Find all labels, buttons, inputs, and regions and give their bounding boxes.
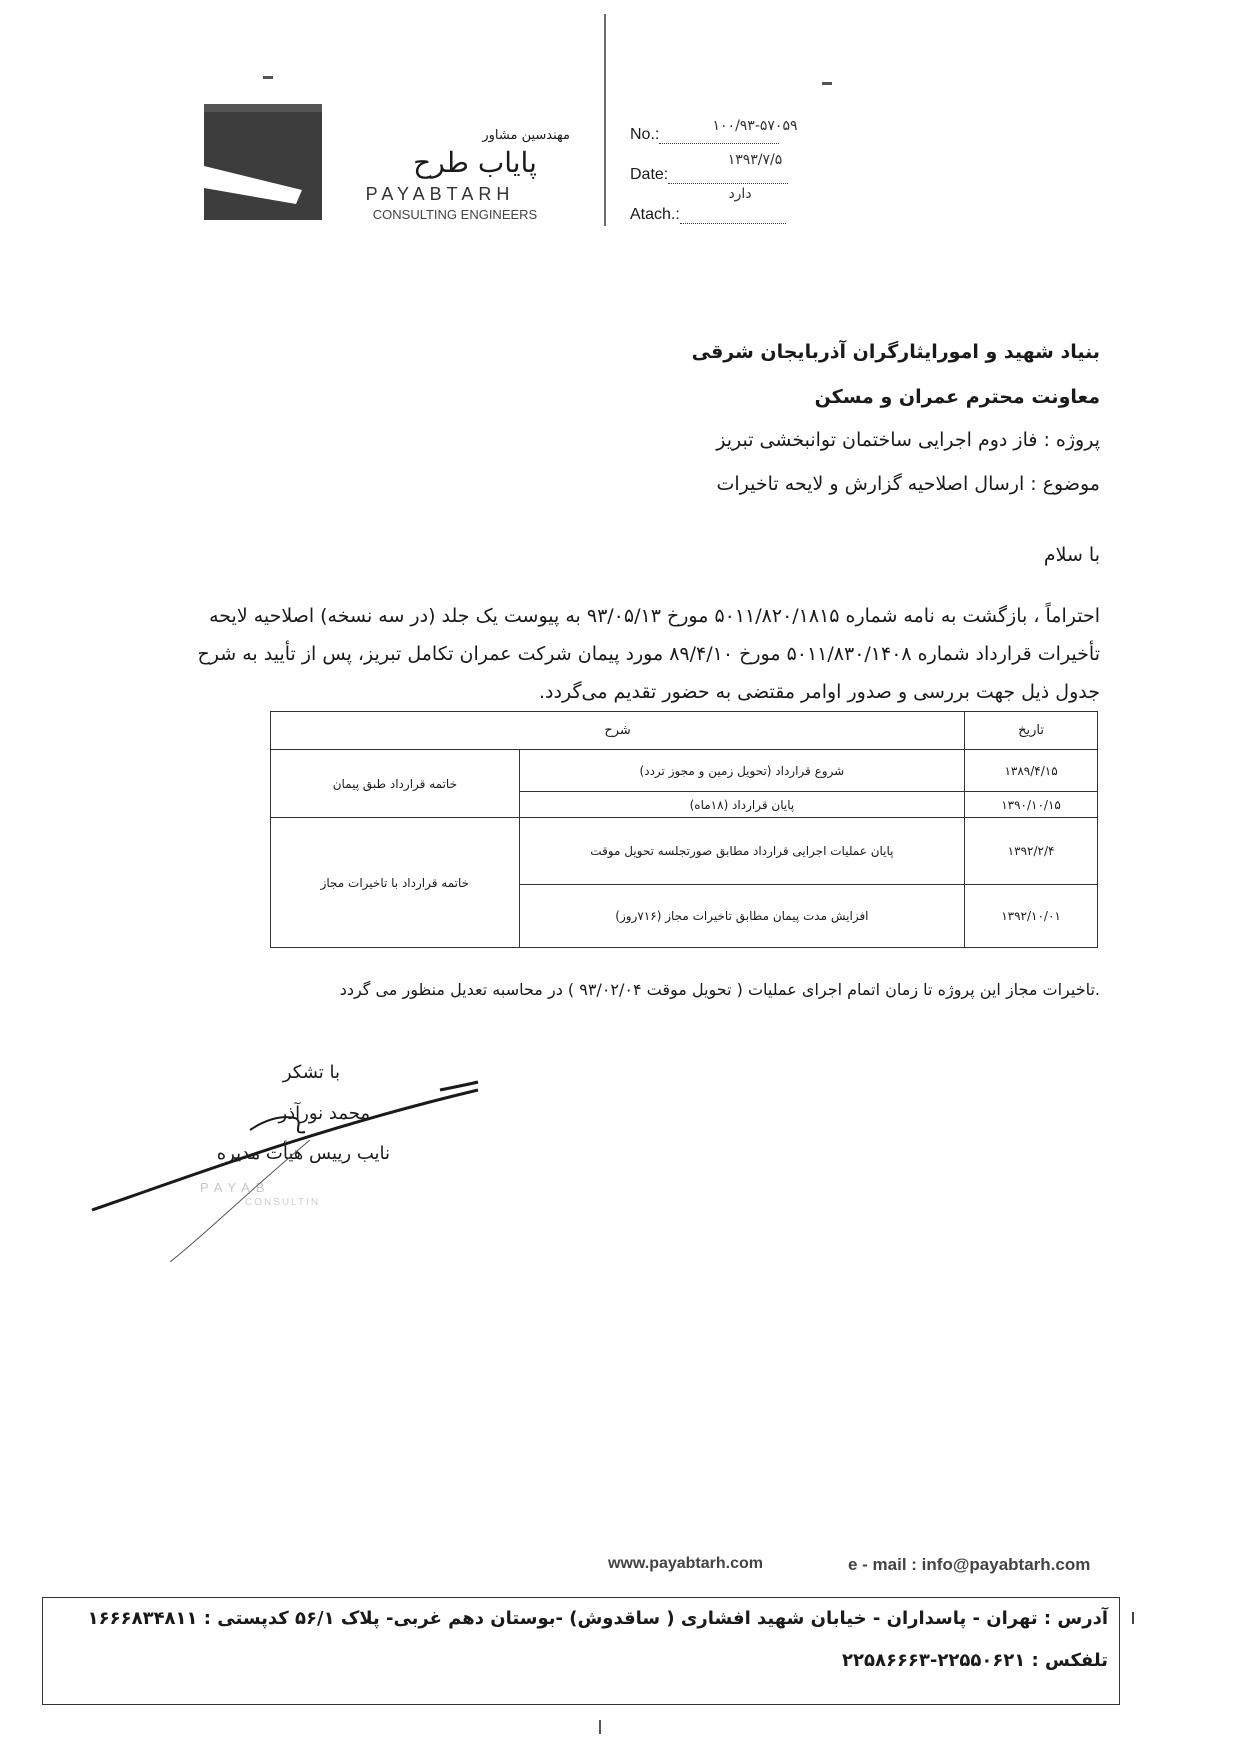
- table-cell-description: پایان قرارداد (۱۸ماه): [519, 792, 964, 818]
- letter-number-label: No.:: [630, 126, 660, 143]
- letter-number-value: ۱۰۰/۹۳-۵۷۰۵۹: [712, 118, 798, 134]
- table-header-description: شرح: [271, 712, 965, 750]
- dotted-line: [668, 169, 788, 184]
- scan-mark: [599, 1720, 601, 1734]
- footer-address: آدرس : تهران - پاسداران - خیابان شهید افشاری ( ساقدوش) -بوستان دهم غربی- پلاک ۵۶/۱ کدپستی : ۱۶۶۶۸۳۴۸۱۱: [87, 1608, 1108, 1629]
- table-cell-description: پایان عملیات اجرایی قرارداد مطابق صورتجلسه تحویل موقت: [519, 818, 964, 885]
- letter-date-label: Date:: [630, 166, 669, 183]
- table-group-label: خاتمه قرارداد طبق پیمان: [271, 750, 520, 818]
- attachment-label: Atach.:: [630, 206, 680, 223]
- table-header-row: [271, 712, 1098, 750]
- greeting: با سلام: [1043, 544, 1100, 566]
- body-paragraph-line-1: احتراماً ، بازگشت به نامه شماره ۵۰۱۱/۸۲۰/۱۸۱۵ مورخ ۹۳/۰۵/۱۳ به پیوست یک جلد (در سه نسخه) اصلاحیه لایحه: [209, 605, 1100, 627]
- delay-table: [270, 711, 1098, 948]
- footer-phone-fax: تلفکس : ۲۲۵۵۰۶۲۱-۲۲۵۸۶۶۶۳: [842, 1650, 1108, 1671]
- company-stamp-text: PAYAB: [200, 1180, 271, 1195]
- body-paragraph-line-2: تأخیرات قرارداد شماره ۵۰۱۱/۸۳۰/۱۴۰۸ مورخ ۸۹/۴/۱۰ مورد پیمان شرکت عمران تکامل تبریز، پس از تأیید به شرح: [197, 643, 1100, 665]
- table-group-label: خاتمه قرارداد با تاخیرات مجاز: [271, 818, 520, 948]
- brand-name-en: PAYABTARH: [365, 184, 515, 204]
- table-cell-description: افزایش مدت پیمان مطابق تاخیرات مجاز (۷۱۶روز): [519, 885, 964, 948]
- subject-line: موضوع : ارسال اصلاحیه گزارش و لایحه تاخیرات: [716, 473, 1100, 495]
- closing-thanks: با تشکر: [282, 1062, 340, 1083]
- scan-mark: [1132, 1612, 1134, 1624]
- attachment-value: دارد: [728, 186, 752, 202]
- project-line: پروژه : فاز دوم اجرایی ساختمان توانبخشی تبریز: [716, 429, 1100, 451]
- signer-name: محمد نورآذر: [278, 1103, 370, 1124]
- table-cell-date: ۱۳۹۲/۲/۴: [965, 818, 1098, 885]
- recipient-department: معاونت محترم عمران و مسکن: [814, 386, 1100, 408]
- table-row: [271, 818, 1098, 885]
- dotted-line: [680, 209, 786, 224]
- recipient-organization: بنیاد شهید و امورایثارگران آذربایجان شرقی: [691, 341, 1100, 363]
- brand-subtitle-en: CONSULTING ENGINEERS: [372, 207, 538, 222]
- attachment-row: [630, 206, 820, 224]
- table-row: [271, 750, 1098, 792]
- signer-title: نایب رییس هیأت مدیره: [216, 1143, 390, 1164]
- table-cell-date: ۱۳۹۰/۱۰/۱۵: [965, 792, 1098, 818]
- letter-date-value: ۱۳۹۳/۷/۵: [727, 152, 783, 168]
- brand-name-fa: پایاب طرح: [413, 146, 537, 179]
- delay-note: .تاخیرات مجاز این پروژه تا زمان اتمام اجرای عملیات ( تحویل موقت ۹۳/۰۲/۰۴ ) در محاسبه تعدیل منظور می گردد: [339, 980, 1100, 999]
- scan-mark: [822, 82, 832, 85]
- company-logo-icon: [204, 104, 322, 220]
- scan-mark: [263, 76, 273, 79]
- table-cell-description: شروع قرارداد (تحویل زمین و مجوز تردد): [519, 750, 964, 792]
- footer-email-link[interactable]: e - mail : info@payabtarh.com: [848, 1555, 1091, 1574]
- table-header-date: تاریخ: [965, 712, 1098, 750]
- table-cell-date: ۱۳۹۲/۱۰/۰۱: [965, 885, 1098, 948]
- header-divider: [604, 14, 606, 226]
- company-stamp-subtext: CONSULTIN: [245, 1197, 321, 1208]
- signature-icon: [90, 1080, 490, 1270]
- footer-website-link[interactable]: www.payabtarh.com: [608, 1555, 763, 1572]
- brand-subtitle-fa: مهندسین مشاور: [482, 128, 570, 143]
- letter-date-row: [630, 166, 820, 184]
- table-cell-date: ۱۳۸۹/۴/۱۵: [965, 750, 1098, 792]
- body-paragraph-line-3: جدول ذیل جهت بررسی و صدور اوامر مقتضی به حضور تقدیم می‌گردد.: [539, 681, 1100, 703]
